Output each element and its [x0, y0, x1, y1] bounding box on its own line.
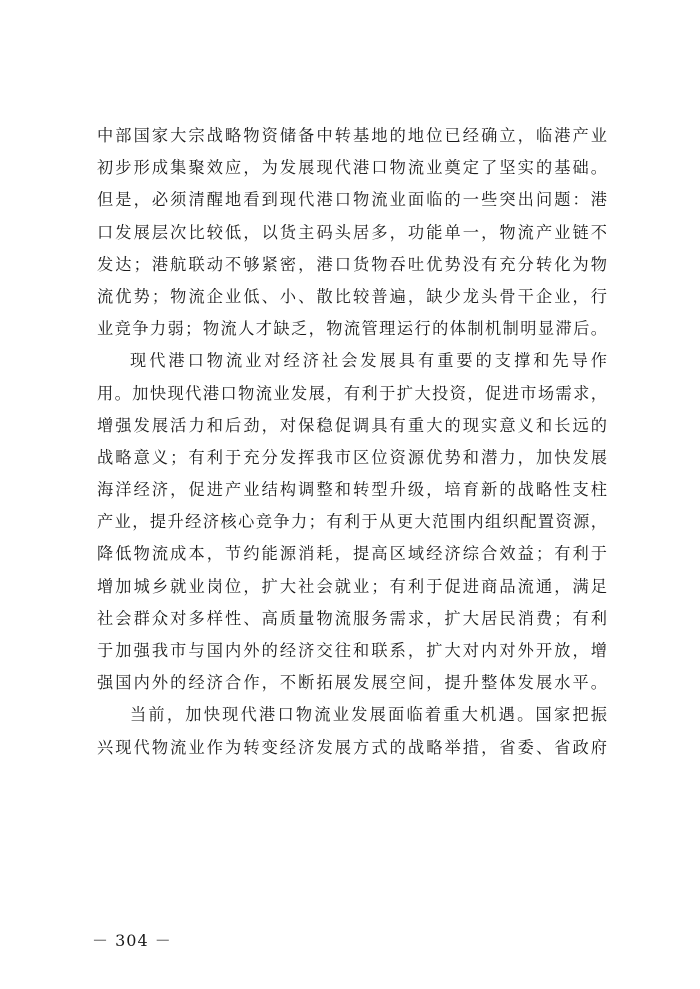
text-line-1: 中部国家大宗战略物资储备中转基地的地位已经确立，临港产业: [97, 126, 607, 145]
text-line-18: 强国内外的经济合作，不断拓展发展空间，提升整体发展水平。: [97, 673, 607, 693]
text-line-16: 社会群众对多样性、高质量物流服务需求，扩大居民消费；有利: [97, 608, 607, 628]
text-line-10: 增强发展活力和后劲，对保稳促调具有重大的现实意义和长远的: [97, 415, 607, 435]
text-line-9: 用。加快现代港口物流业发展，有利于扩大投资，促进市场需求，: [97, 383, 607, 403]
text-line-17: 于加强我市与国内外的经济交往和联系，扩大对内对外开放，增: [97, 641, 607, 660]
text-line-4: 口发展层次比较低，以货主码头居多，功能单一，物流产业链不: [97, 222, 607, 242]
text-line-20: 兴现代物流业作为转变经济发展方式的战略举措，省委、省政府: [97, 737, 607, 757]
text-line-19: 当前，加快现代港口物流业发展面临着重大机遇。国家把振: [130, 705, 607, 725]
text-line-13: 产业，提升经济核心竞争力；有利于从更大范围内组织配置资源，: [97, 512, 607, 532]
text-line-12: 海洋经济，促进产业结构调整和转型升级，培育新的战略性支柱: [97, 480, 607, 500]
text-line-15: 增加城乡就业岗位，扩大社会就业；有利于促进商品流通，满足: [97, 576, 607, 596]
text-line-8: 现代港口物流业对经济社会发展具有重要的支撑和先导作: [130, 351, 607, 371]
page-number: － 304 －: [92, 931, 172, 950]
text-line-7: 业竞争力弱；物流人才缺乏，物流管理运行的体制机制明显滞后。: [97, 319, 607, 339]
text-line-3: 但是，必须清醒地看到现代港口物流业面临的一些突出问题：港: [97, 190, 607, 210]
text-line-5: 发达；港航联动不够紧密，港口货物吞吐优势没有充分转化为物: [97, 254, 607, 274]
text-line-2: 初步形成集聚效应，为发展现代港口物流业奠定了坚实的基础。: [97, 158, 607, 178]
text-line-11: 战略意义；有利于充分发挥我市区位资源优势和潜力，加快发展: [97, 447, 607, 467]
text-line-6: 流优势；物流企业低、小、散比较普遍，缺少龙头骨干企业，行: [97, 286, 607, 306]
text-line-14: 降低物流成本，节约能源消耗，提高区域经济综合效益；有利于: [97, 544, 607, 564]
body-text: [97, 120, 607, 764]
